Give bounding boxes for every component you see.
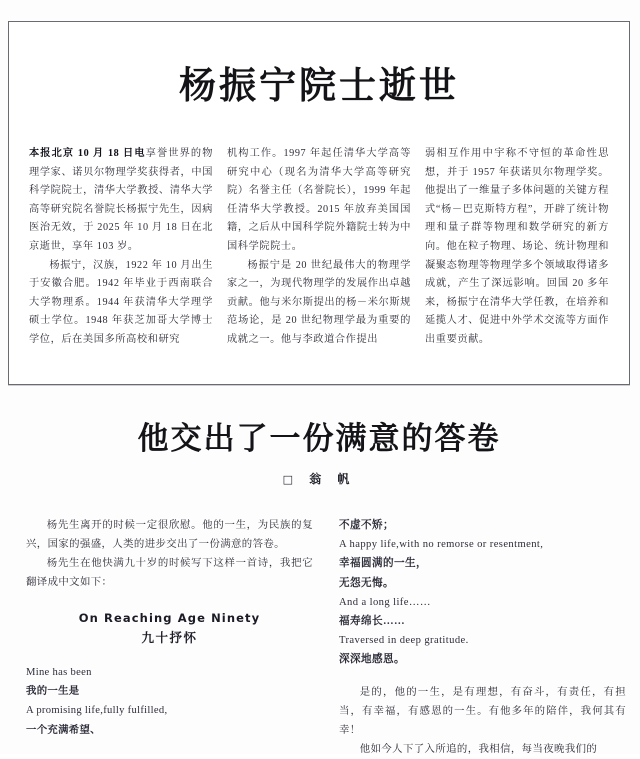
poem-line: 我的一生是 [26, 686, 80, 698]
article-one-col1-para2: 杨振宁，汉族，1922 年 10 月出生于安徽合肥。1942 年毕业于西南联合大学物理系。1944 年获清华大学理学硕士学位。1948 年获芝加哥大学博士学位，后在美国多所高校和研究 [29, 259, 213, 345]
article-two-left-para2: 杨先生在他快满九十岁的时候写下这样一首诗，我把它翻译成中文如下： [26, 558, 313, 588]
poem-line: 一个充满希望、 [26, 724, 101, 736]
article-one-column-3 [425, 145, 609, 350]
article-one-col1-body: 享誉世界的物理学家、诺贝尔物理学奖获得者，中国科学院院士，清华大学教授、清华大学高等研究院名誉院长杨振宁先生，因病医治无效，于 2025 年 10 月 18 日在北京逝世，享年 103 岁。 [29, 148, 214, 252]
poem-line: A happy life,with no remorse or resentment, [339, 539, 544, 551]
poem-line: 深深地感恩。 [339, 654, 405, 666]
poem-line: 无怨无悔。 [339, 577, 394, 589]
article-one-col2-body: 机构工作。1997 年起任清华大学高等研究中心（现名为清华大学高等研究院）名誉主任（名誉院长），1999 年起任清华大学教授。2015 年放弃美国国籍，之后从中国科学院外籍院士转为中国科学院院士。 [227, 148, 411, 252]
article-two-column-right [339, 516, 626, 759]
article-one-col2-para2: 杨振宁是 20 世纪最伟大的物理学家之一，为现代物理学的发展作出卓越贡献。他与米尔斯提出的杨－米尔斯规范场论，是 20 世纪物理学最为重要的成就之一。他与李政道合作提出 [227, 259, 411, 345]
article-two-closing-para: 是的，他的一生，是有理想，有奋斗，有责任，有担当，有幸福，有感恩的一生。有他多年的陪伴，我何其有幸！ [339, 686, 626, 736]
article-two-closing-para2: 他如今人下了入所追的，我相信，每当夜晚我们的 [359, 743, 598, 755]
article-one-headline: 杨振宁院士逝世 [179, 64, 459, 107]
byline-author: 翁 帆 [309, 471, 356, 486]
article-one-dateline: 本报北京 10 月 18 日电 [29, 148, 146, 159]
article-two-byline [8, 470, 630, 487]
article-two-left-para1: 杨先生离开的时候一定很欣慰。他的一生，为民族的复兴，国家的强盛，人类的进步交出了一份满意的答卷。 [26, 520, 313, 550]
article-two [8, 404, 630, 754]
poem-title-en: On Reaching Age Ninety [78, 611, 261, 625]
poem-title-cn: 九十抒怀 [141, 631, 198, 645]
poem-line: 福寿绵长…… [339, 616, 405, 628]
poem-lines-right [339, 516, 626, 670]
poem-lines-left [26, 663, 313, 740]
article-two-headline: 他交出了一份满意的答卷 [137, 421, 501, 457]
article-one-column-2 [227, 145, 411, 350]
article-one-columns [29, 145, 611, 350]
article-one-column-1 [29, 145, 213, 350]
byline-box-icon: □ [282, 472, 300, 486]
article-two-column-left [26, 516, 313, 759]
poem-line: Traversed in deep gratitude. [339, 635, 469, 647]
poem-line: Mine has been [26, 667, 92, 678]
poem-line: And a long life…… [339, 596, 431, 608]
article-two-columns [26, 516, 626, 759]
poem-line: A promising life,fully fulfilled, [26, 705, 168, 717]
poem-line: 幸福圆满的一生， [339, 558, 427, 570]
column-spacer [339, 670, 626, 683]
article-one-frame [8, 21, 630, 385]
article-one-col3-body: 弱相互作用中宇称不守恒的革命性思想，并于 1957 年获诺贝尔物理学奖。他提出了一维量子多体问题的关键方程式“杨－巴克斯特方程”，开辟了统计物理和量子群等物理和数学研究的新方向。他在粒子物理、场论、统计物理和凝聚态物理等物理学多个领域取得诸多成就，产生了深远影响。回国 20 多年来，杨振宁在清华大学任教，在培养和延揽人才、促进中外学术交流等方面作出重要贡献。 [425, 148, 609, 345]
poem-line: 不虚不矫； [339, 520, 394, 531]
